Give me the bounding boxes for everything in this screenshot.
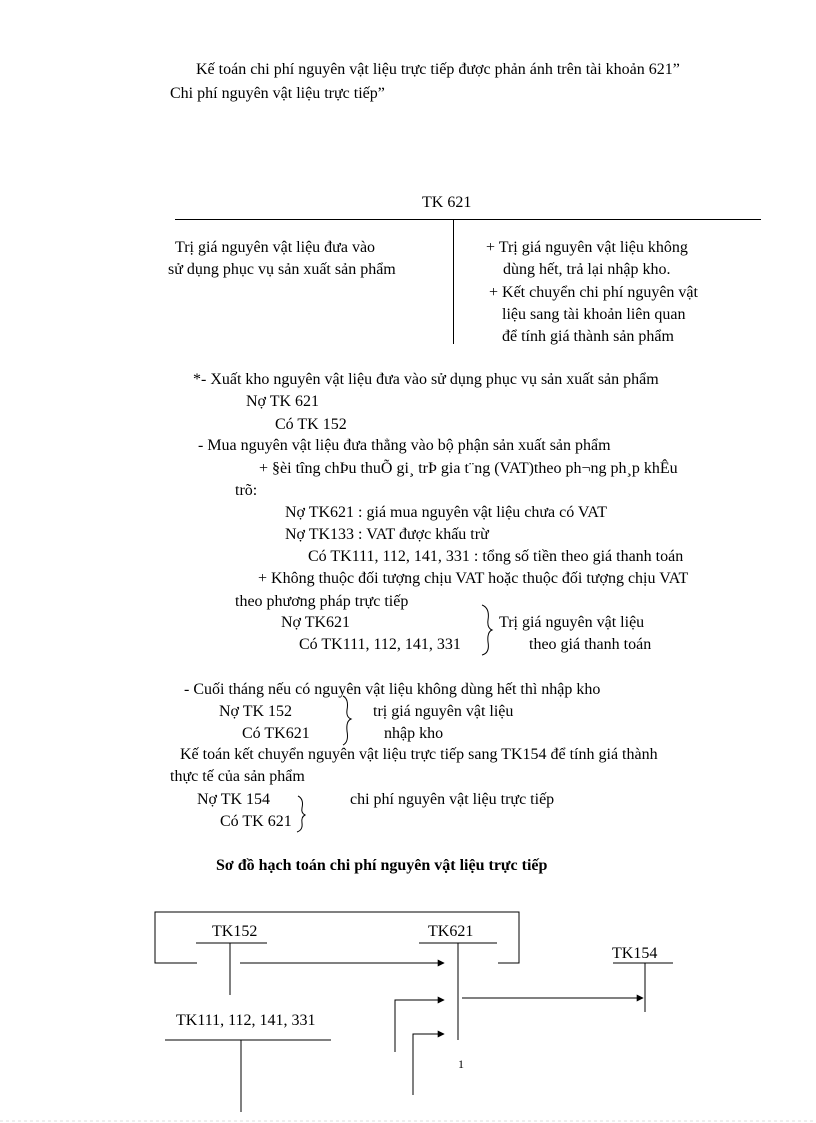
entry-2-heading: - Mua nguyên vật liệu đưa thẳng vào bộ phận sản xuất sản phẩm xyxy=(198,437,611,454)
entry-3-credit: Có TK621 xyxy=(242,725,310,742)
entry-4-debit: Nợ TK 154 xyxy=(197,791,271,808)
brace-entry-2b xyxy=(482,605,492,655)
diagram-label-tk154: TK154 xyxy=(612,945,658,962)
entry-2a-line: Nợ TK621 : giá mua nguyên vật liệu chưa có VAT xyxy=(285,504,607,521)
entry-3-note: trị giá nguyên vật liệu xyxy=(373,703,514,720)
t-account-debit-line: Trị giá nguyên vật liệu đưa vào xyxy=(175,239,376,256)
entry-2a-heading-cont: trõ: xyxy=(235,482,258,499)
t-account-credit-line: dùng hết, trả lại nhập kho. xyxy=(503,261,671,278)
intro-line-2: Chi phí nguyên vật liệu trực tiếp” xyxy=(170,85,385,102)
entry-2a-heading: + §èi tîng chÞu thuÕ gi¸ trÞ gia t¨ng (VAT)theo ph¬ng ph¸p khÊu xyxy=(259,460,678,477)
diagram-label-tk111: TK111, 112, 141, 331 xyxy=(176,1012,316,1029)
diagram-label-tk621: TK621 xyxy=(428,923,474,940)
diagram-label-tk152: TK152 xyxy=(212,923,258,940)
entry-3-heading: - Cuối tháng nếu có nguyên vật liệu không dùng hết thì nhập kho xyxy=(184,681,601,698)
entry-2a-line: Có TK111, 112, 141, 331 : tổng số tiền theo giá thanh toán xyxy=(308,548,684,565)
entry-2b-heading-cont: theo phương pháp trực tiếp xyxy=(235,593,409,610)
entry-3-note: nhập kho xyxy=(384,725,444,742)
entry-3-debit: Nợ TK 152 xyxy=(219,703,293,720)
entry-2b-note: Trị giá nguyên vật liệu xyxy=(499,614,645,631)
entry-4-credit: Có TK 621 xyxy=(220,813,292,830)
entry-2a-line: Nợ TK133 : VAT được khấu trừ xyxy=(285,526,489,543)
entry-2b-credit: Có TK111, 112, 141, 331 xyxy=(299,636,461,653)
entry-4-line: thực tế của sản phẩm xyxy=(170,768,305,785)
t-account-credit-line: liệu sang tài khoản liên quan xyxy=(502,306,686,323)
frame-box xyxy=(155,912,519,963)
entry-1-heading: *- Xuất kho nguyên vật liệu đưa vào sử dụng phục vụ sản xuất sản phẩm xyxy=(193,371,659,388)
entry-4-note: chi phí nguyên vật liệu trực tiếp xyxy=(350,791,555,808)
entry-1-credit: Có TK 152 xyxy=(275,416,347,433)
t-account-debit-line: sử dụng phục vụ sản xuất sản phẩm xyxy=(168,261,396,278)
t-account-credit-line: để tính giá thành sản phẩm xyxy=(502,328,674,345)
t-account-title: TK 621 xyxy=(422,194,472,211)
diagram-heading: Sơ đồ hạch toán chi phí nguyên vật liệu trực tiếp xyxy=(216,857,548,874)
t-account-credit-line: + Trị giá nguyên vật liệu không xyxy=(486,239,688,256)
entry-2b-heading: + Không thuộc đối tượng chịu VAT hoặc thuộc đối tượng chịu VAT xyxy=(258,570,689,587)
entry-2b-debit: Nợ TK621 xyxy=(281,614,351,631)
brace-entry-4 xyxy=(297,796,305,832)
entry-4-line: Kế toán kết chuyển nguyên vật liệu trực tiếp sang TK154 để tính giá thành xyxy=(180,746,658,763)
arrow-tk111-to-tk621-2 xyxy=(413,1034,444,1095)
brace-entry-3 xyxy=(343,696,351,745)
t-account-credit-line: + Kết chuyển chi phí nguyên vật xyxy=(489,284,698,301)
page-number: 1 xyxy=(458,1057,464,1071)
arrow-tk111-to-tk621-1 xyxy=(395,1000,444,1052)
entry-2b-note: theo giá thanh toán xyxy=(529,636,652,653)
intro-line-1: Kế toán chi phí nguyên vật liệu trực tiếp được phản ánh trên tài khoản 621” xyxy=(196,61,680,78)
entry-1-debit: Nợ TK 621 xyxy=(246,393,320,410)
